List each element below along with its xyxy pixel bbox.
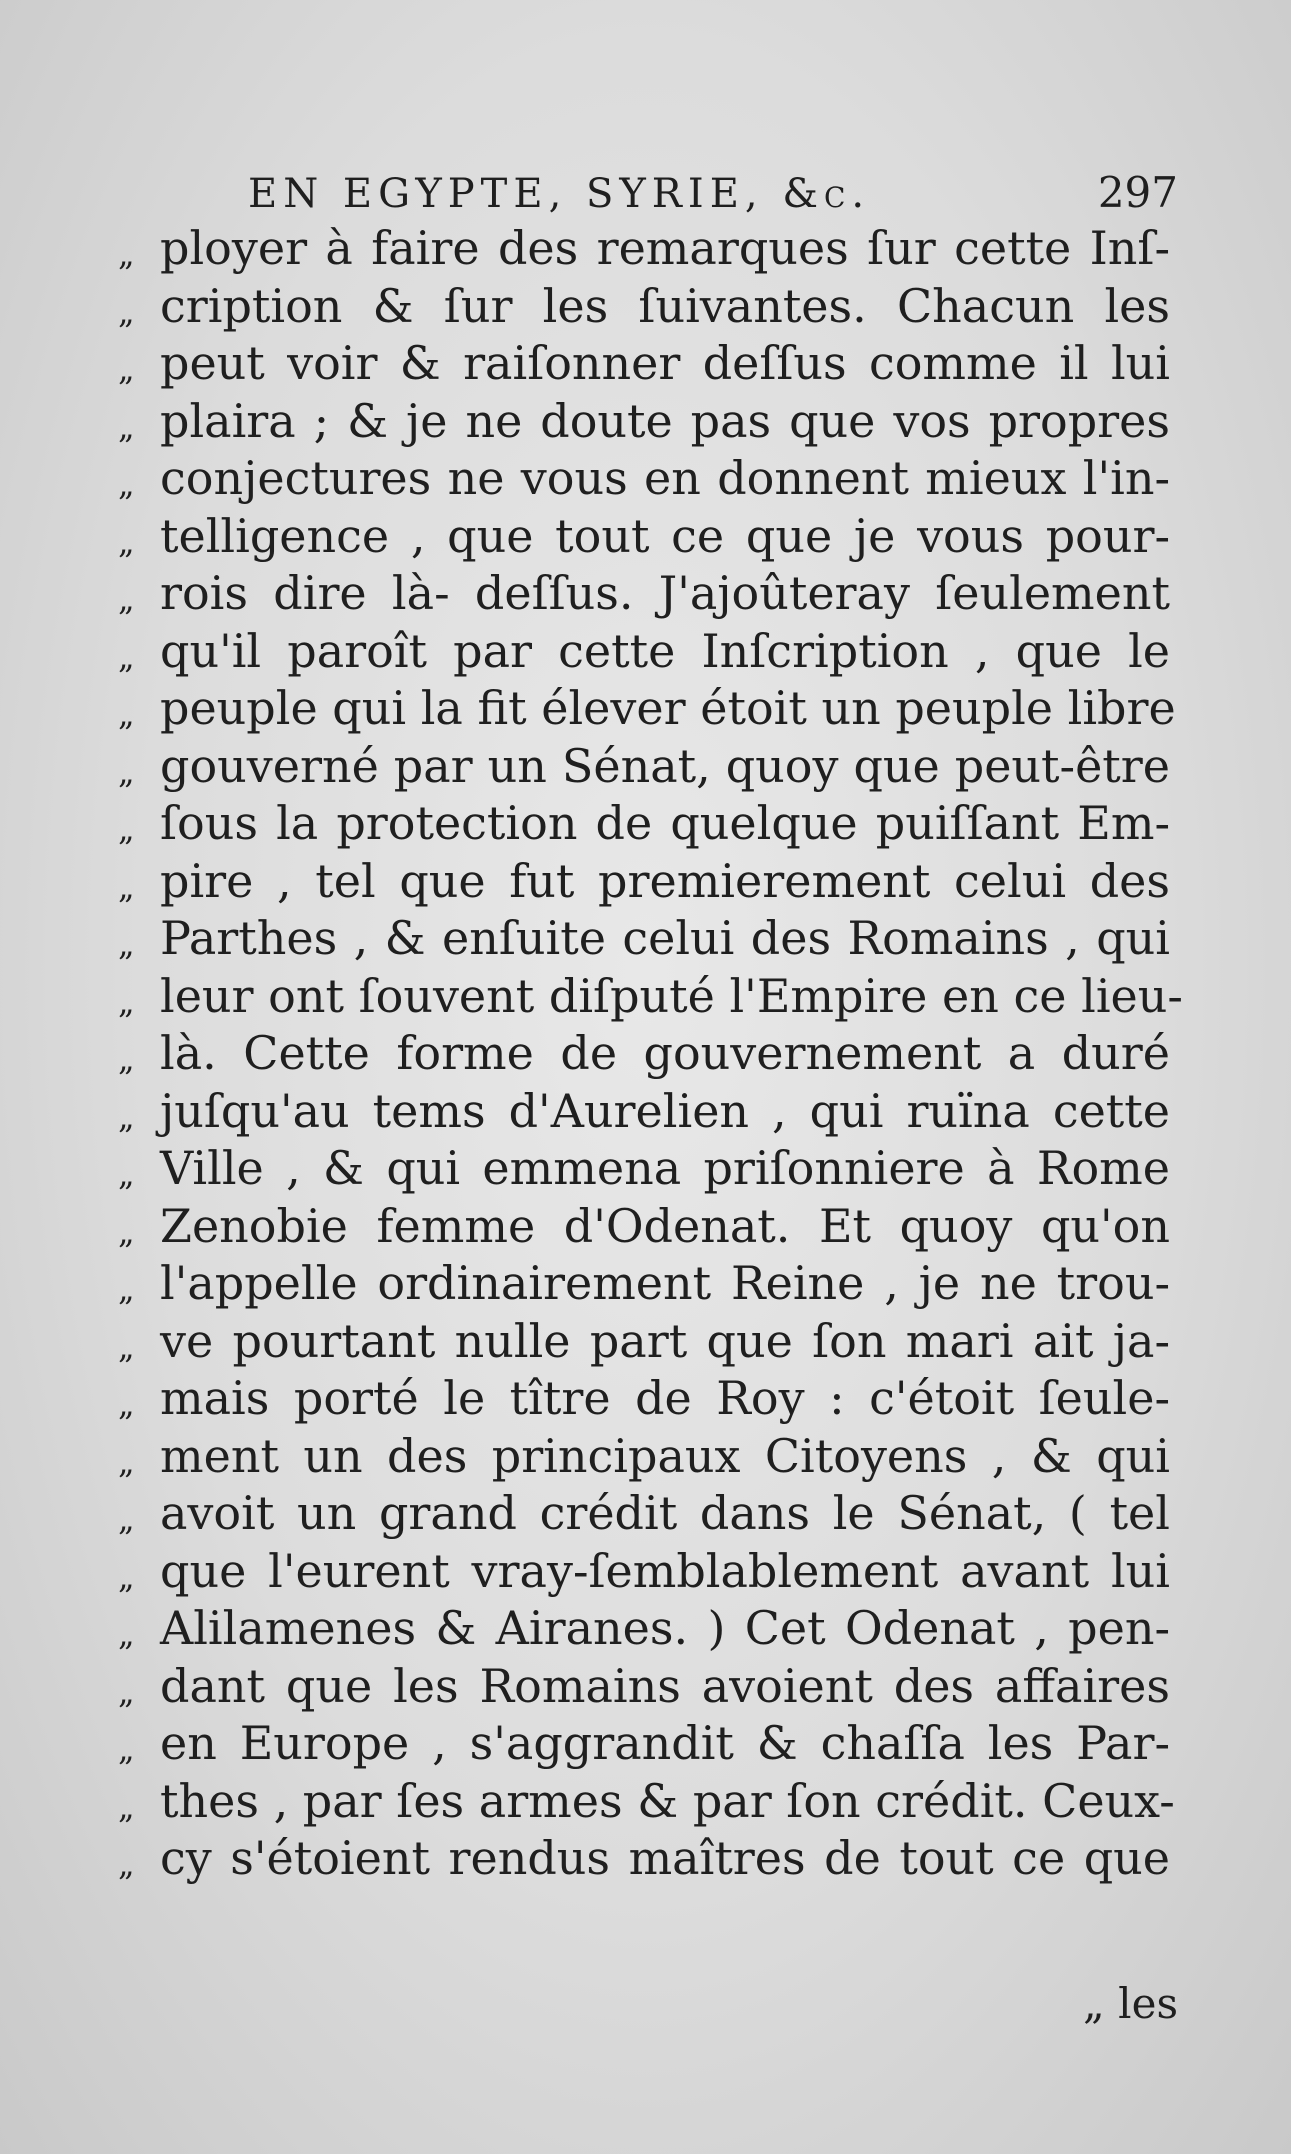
line-text: mais porté le tître de Roy : c'étoit ſeule- xyxy=(160,1371,1170,1425)
line-text: juſqu'au tems d'Aurelien , qui ruïna cette xyxy=(160,1083,1170,1138)
quote-mark: „ xyxy=(118,1672,135,1711)
quote-mark: „ xyxy=(118,1442,135,1481)
line-text: ment un des principaux Citoyens , & qui xyxy=(160,1428,1170,1483)
quote-mark: „ xyxy=(118,465,135,503)
text-line xyxy=(118,1600,1178,1658)
text-line xyxy=(118,1313,1178,1371)
text-line xyxy=(118,968,1183,1026)
line-text: pire , tel que fut premierement celui des xyxy=(160,853,1170,908)
line-text: que l'eurent vray-ſemblablement avant lui xyxy=(160,1543,1170,1598)
line-text: plaira ; & je ne doute pas que vos propres xyxy=(160,393,1170,448)
text-line xyxy=(118,393,1178,451)
line-text: thes , par ſes armes & par ſon crédit. Ceux- xyxy=(160,1773,1175,1828)
text-line xyxy=(118,1773,1178,1831)
text-line xyxy=(118,910,1178,968)
text-line xyxy=(118,1543,1178,1601)
line-text: qu'il paroît par cette Inſcription , que le xyxy=(160,623,1170,678)
quote-mark: „ xyxy=(118,407,135,446)
text-line xyxy=(118,450,1178,508)
quote-mark: „ xyxy=(118,1327,135,1366)
page-number: 297 xyxy=(1097,168,1178,217)
text-line xyxy=(118,738,1178,796)
line-text: leur ont ſouvent diſputé l'Empire en ce lieu- xyxy=(160,968,1183,1023)
page-header xyxy=(248,168,1178,228)
text-line xyxy=(118,1830,1178,1888)
text-line xyxy=(118,853,1178,911)
quote-mark: „ xyxy=(118,1500,135,1538)
text-line xyxy=(118,1025,1178,1083)
line-text: en Europe , s'aggrandit & chaſſa les Par- xyxy=(160,1716,1170,1770)
line-text: cription & ſur les ſuivantes. Chacun les xyxy=(160,278,1170,333)
quote-mark: „ xyxy=(118,1040,135,1078)
quote-mark: „ xyxy=(118,982,135,1021)
text-line xyxy=(118,1715,1178,1773)
line-text: avoit un grand crédit dans le Sénat, ( tel xyxy=(160,1486,1170,1540)
quote-mark: „ xyxy=(118,1557,135,1596)
quote-mark: „ xyxy=(118,1385,135,1423)
text-line xyxy=(118,1370,1178,1428)
text-line xyxy=(118,623,1178,681)
line-text: Ville , & qui emmena priſonniere à Rome xyxy=(160,1141,1170,1195)
quote-mark: „ xyxy=(118,580,135,618)
quote-mark: „ xyxy=(118,810,135,848)
quote-mark: „ xyxy=(118,695,135,733)
quote-mark: „ xyxy=(118,350,135,388)
quote-mark: „ xyxy=(118,1212,135,1251)
text-line xyxy=(118,1428,1178,1486)
quote-mark: „ xyxy=(118,1270,135,1308)
line-text: gouverné par un Sénat, quoy que peut-être xyxy=(160,738,1170,793)
text-line xyxy=(118,508,1178,566)
quote-mark: „ xyxy=(118,235,135,273)
quote-mark: „ xyxy=(118,752,135,791)
text-line xyxy=(118,278,1178,336)
line-text: dant que les Romains avoient des affaires xyxy=(160,1658,1170,1713)
catchword: „ les xyxy=(1083,1979,1178,2028)
running-title: EN EGYPTE, SYRIE, &c. xyxy=(248,171,871,217)
quote-mark: „ xyxy=(118,1845,135,1883)
line-text: Zenobie femme d'Odenat. Et quoy qu'on xyxy=(160,1198,1170,1253)
quote-mark: „ xyxy=(118,292,135,331)
line-text: l'appelle ordinairement Reine , je ne trou- xyxy=(160,1256,1170,1310)
line-text: peuple qui la fit élever étoit un peuple libre xyxy=(160,681,1176,735)
text-line xyxy=(118,1140,1178,1198)
line-text: peut voir & raiſonner deſſus comme il lui xyxy=(160,336,1170,390)
text-line xyxy=(118,795,1178,853)
line-text: ſous la protection de quelque puiſſant Em- xyxy=(160,796,1170,850)
text-line xyxy=(118,220,1178,278)
quote-mark: „ xyxy=(118,522,135,561)
text-line xyxy=(118,1658,1178,1716)
text-line xyxy=(118,565,1178,623)
text-line xyxy=(118,1255,1178,1313)
line-text: telligence , que tout ce que je vous pour- xyxy=(160,508,1170,563)
quote-mark: „ xyxy=(118,867,135,906)
line-text: conjectures ne vous en donnent mieux l'in- xyxy=(160,451,1170,505)
text-line xyxy=(118,335,1178,393)
quote-mark: „ xyxy=(118,637,135,676)
quote-mark: „ xyxy=(118,1097,135,1136)
quote-mark: „ xyxy=(118,925,135,963)
text-line xyxy=(118,1083,1178,1141)
quote-mark: „ xyxy=(118,1730,135,1768)
text-line xyxy=(118,1198,1178,1256)
line-text: cy s'étoient rendus maîtres de tout ce que xyxy=(160,1831,1170,1885)
quote-mark: „ xyxy=(118,1787,135,1826)
main-text xyxy=(118,220,1183,1888)
quote-mark: „ xyxy=(118,1155,135,1193)
text-line xyxy=(118,1485,1178,1543)
text-line xyxy=(118,680,1178,738)
line-text: ployer à faire des remarques ſur cette Inſ- xyxy=(160,221,1170,275)
quote-mark: „ xyxy=(118,1615,135,1653)
line-text: Alilamenes & Airanes. ) Cet Odenat , pen- xyxy=(160,1601,1170,1655)
line-text: là. Cette forme de gouvernement a duré xyxy=(160,1026,1170,1080)
line-text: Parthes , & enſuite celui des Romains , qui xyxy=(160,911,1170,965)
line-text: ve pourtant nulle part que ſon mari ait ja- xyxy=(160,1313,1170,1368)
line-text: rois dire là- deſſus. J'ajoûteray ſeulement xyxy=(160,566,1170,620)
